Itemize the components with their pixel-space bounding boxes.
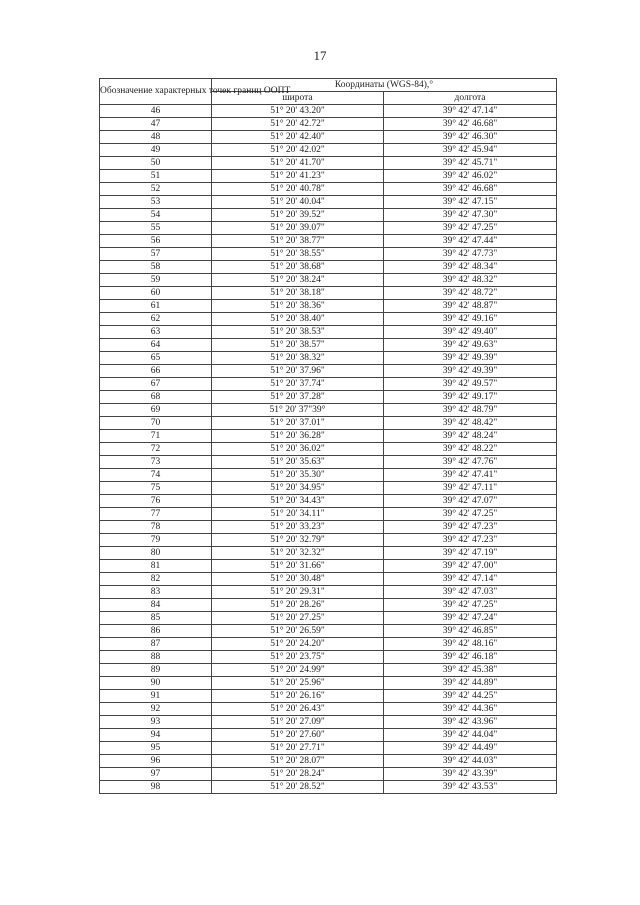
- point-number-cell: 88: [100, 651, 212, 664]
- latitude-cell: 51° 20' 23.75": [212, 651, 384, 664]
- longitude-cell: 39° 42' 47.73": [384, 248, 557, 261]
- table-row: [100, 131, 557, 144]
- longitude-cell: 39° 42' 47.25": [384, 599, 557, 612]
- latitude-cell: 51° 20' 39.52": [212, 209, 384, 222]
- latitude-cell: 51° 20' 38.36": [212, 300, 384, 313]
- table-row: [100, 729, 557, 742]
- table-row: [100, 209, 557, 222]
- latitude-cell: 51° 20' 37.96": [212, 365, 384, 378]
- point-number-cell: 97: [100, 768, 212, 781]
- point-number-cell: 53: [100, 196, 212, 209]
- table-row: [100, 508, 557, 521]
- point-number-cell: 65: [100, 352, 212, 365]
- longitude-cell: 39° 42' 44.89": [384, 677, 557, 690]
- point-number-cell: 98: [100, 781, 212, 794]
- latitude-cell: 51° 20' 36.28": [212, 430, 384, 443]
- table-row: [100, 183, 557, 196]
- latitude-cell: 51° 20' 30.48": [212, 573, 384, 586]
- latitude-cell: 51° 20' 36.02": [212, 443, 384, 456]
- longitude-cell: 39° 42' 47.14": [384, 105, 557, 118]
- point-number-cell: 94: [100, 729, 212, 742]
- point-number-cell: 56: [100, 235, 212, 248]
- longitude-cell: 39° 42' 46.68": [384, 183, 557, 196]
- latitude-cell: 51° 20' 38.24": [212, 274, 384, 287]
- longitude-cell: 39° 42' 49.39": [384, 352, 557, 365]
- latitude-cell: 51° 20' 42.72": [212, 118, 384, 131]
- longitude-cell: 39° 42' 44.36": [384, 703, 557, 716]
- table-row: [100, 625, 557, 638]
- longitude-cell: 39° 42' 48.87": [384, 300, 557, 313]
- longitude-cell: 39° 42' 47.44": [384, 235, 557, 248]
- longitude-cell: 39° 42' 47.76": [384, 456, 557, 469]
- longitude-cell: 39° 42' 43.53": [384, 781, 557, 794]
- table-row: [100, 482, 557, 495]
- table-row: [100, 430, 557, 443]
- latitude-cell: 51° 20' 37.01": [212, 417, 384, 430]
- point-number-cell: 48: [100, 131, 212, 144]
- table-body: [100, 105, 557, 794]
- point-number-cell: 66: [100, 365, 212, 378]
- longitude-cell: 39° 42' 49.39": [384, 365, 557, 378]
- latitude-cell: 51° 20' 38.57": [212, 339, 384, 352]
- page-number: 17: [313, 48, 327, 63]
- longitude-cell: 39° 42' 46.02": [384, 170, 557, 183]
- table-row: [100, 495, 557, 508]
- point-number-cell: 87: [100, 638, 212, 651]
- longitude-cell: 39° 42' 48.32": [384, 274, 557, 287]
- point-number-cell: 74: [100, 469, 212, 482]
- latitude-cell: 51° 20' 24.99": [212, 664, 384, 677]
- table-row: [100, 755, 557, 768]
- point-number-cell: 79: [100, 534, 212, 547]
- longitude-cell: 39° 42' 48.79": [384, 404, 557, 417]
- latitude-cell: 51° 20' 27.25": [212, 612, 384, 625]
- longitude-cell: 39° 42' 44.25": [384, 690, 557, 703]
- longitude-cell: 39° 42' 44.03": [384, 755, 557, 768]
- table-row: [100, 599, 557, 612]
- longitude-cell: 39° 42' 47.19": [384, 547, 557, 560]
- coordinates-header: Координаты (WGS-84),°: [212, 79, 557, 92]
- longitude-cell: 39° 42' 47.00": [384, 560, 557, 573]
- point-number-cell: 70: [100, 417, 212, 430]
- point-number-cell: 92: [100, 703, 212, 716]
- longitude-cell: 39° 42' 47.25": [384, 222, 557, 235]
- longitude-cell: 39° 42' 46.85": [384, 625, 557, 638]
- point-number-cell: 49: [100, 144, 212, 157]
- table-row: [100, 300, 557, 313]
- table-row: [100, 612, 557, 625]
- latitude-cell: 51° 20' 24.20": [212, 638, 384, 651]
- table-row: [100, 690, 557, 703]
- longitude-cell: 39° 42' 47.15": [384, 196, 557, 209]
- latitude-cell: 51° 20' 27.71": [212, 742, 384, 755]
- point-number-cell: 47: [100, 118, 212, 131]
- point-number-cell: 76: [100, 495, 212, 508]
- table-row: [100, 339, 557, 352]
- point-number-cell: 60: [100, 287, 212, 300]
- longitude-header: долгота: [384, 92, 557, 105]
- latitude-cell: 51° 20' 43.20": [212, 105, 384, 118]
- point-number-cell: 80: [100, 547, 212, 560]
- longitude-cell: 39° 42' 47.23": [384, 534, 557, 547]
- latitude-cell: 51° 20' 38.55": [212, 248, 384, 261]
- latitude-cell: 51° 20' 28.07": [212, 755, 384, 768]
- latitude-cell: 51° 20' 38.68": [212, 261, 384, 274]
- longitude-cell: 39° 42' 48.42": [384, 417, 557, 430]
- longitude-cell: 39° 42' 43.39": [384, 768, 557, 781]
- latitude-cell: 51° 20' 38.32": [212, 352, 384, 365]
- latitude-cell: 51° 20' 28.52": [212, 781, 384, 794]
- point-number-cell: 83: [100, 586, 212, 599]
- table-row: [100, 573, 557, 586]
- table-row: [100, 586, 557, 599]
- longitude-cell: 39° 42' 44.04": [384, 729, 557, 742]
- table-row: [100, 417, 557, 430]
- latitude-header: широта: [212, 92, 384, 105]
- table-row: [100, 781, 557, 794]
- longitude-cell: 39° 42' 49.40": [384, 326, 557, 339]
- point-number-cell: 90: [100, 677, 212, 690]
- latitude-cell: 51° 20' 37.28": [212, 391, 384, 404]
- latitude-cell: 51° 20' 28.24": [212, 768, 384, 781]
- latitude-cell: 51° 20' 41.70": [212, 157, 384, 170]
- longitude-cell: 39° 42' 49.16": [384, 313, 557, 326]
- latitude-cell: 51° 20' 38.53": [212, 326, 384, 339]
- longitude-cell: 39° 42' 47.24": [384, 612, 557, 625]
- longitude-cell: 39° 42' 46.18": [384, 651, 557, 664]
- longitude-cell: 39° 42' 47.11": [384, 482, 557, 495]
- point-number-cell: 63: [100, 326, 212, 339]
- table-row: [100, 391, 557, 404]
- table-row: [100, 547, 557, 560]
- longitude-cell: 39° 42' 46.30": [384, 131, 557, 144]
- point-number-cell: 69: [100, 404, 212, 417]
- longitude-cell: 39° 42' 47.25": [384, 508, 557, 521]
- latitude-cell: 51° 20' 37.74": [212, 378, 384, 391]
- latitude-cell: 51° 20' 26.59": [212, 625, 384, 638]
- longitude-cell: 39° 42' 48.72": [384, 287, 557, 300]
- latitude-cell: 51° 20' 34.43": [212, 495, 384, 508]
- table-row: [100, 560, 557, 573]
- longitude-cell: 39° 42' 47.03": [384, 586, 557, 599]
- latitude-cell: 51° 20' 27.60": [212, 729, 384, 742]
- longitude-cell: 39° 42' 47.07": [384, 495, 557, 508]
- point-number-cell: 85: [100, 612, 212, 625]
- point-number-cell: 75: [100, 482, 212, 495]
- table-row: [100, 222, 557, 235]
- longitude-cell: 39° 42' 43.96": [384, 716, 557, 729]
- longitude-cell: 39° 42' 45.38": [384, 664, 557, 677]
- latitude-cell: 51° 20' 25.96": [212, 677, 384, 690]
- table-row: [100, 742, 557, 755]
- table-row: [100, 651, 557, 664]
- point-number-cell: 68: [100, 391, 212, 404]
- point-number-cell: 73: [100, 456, 212, 469]
- table-row: [100, 404, 557, 417]
- table-row: [100, 469, 557, 482]
- table-row: [100, 274, 557, 287]
- latitude-cell: 51° 20' 32.32": [212, 547, 384, 560]
- table-row: [100, 703, 557, 716]
- point-number-cell: 55: [100, 222, 212, 235]
- table-row: [100, 118, 557, 131]
- latitude-cell: 51° 20' 27.09": [212, 716, 384, 729]
- latitude-cell: 51° 20' 37"39°: [212, 404, 384, 417]
- latitude-cell: 51° 20' 26.43": [212, 703, 384, 716]
- latitude-cell: 51° 20' 38.18": [212, 287, 384, 300]
- point-number-cell: 54: [100, 209, 212, 222]
- table-row: [100, 378, 557, 391]
- table-row: [100, 638, 557, 651]
- table-row: [100, 768, 557, 781]
- table-row: [100, 677, 557, 690]
- point-number-cell: 57: [100, 248, 212, 261]
- table-row: [100, 443, 557, 456]
- table-row: [100, 105, 557, 118]
- latitude-cell: 51° 20' 29.31": [212, 586, 384, 599]
- table-row: [100, 170, 557, 183]
- table-row: [100, 196, 557, 209]
- longitude-cell: 39° 42' 48.24": [384, 430, 557, 443]
- point-number-cell: 72: [100, 443, 212, 456]
- table-row: [100, 456, 557, 469]
- point-number-cell: 51: [100, 170, 212, 183]
- table-row: [100, 313, 557, 326]
- point-label-header: Обозначение характерных точек границ ООПТ: [100, 79, 212, 105]
- table-row: [100, 235, 557, 248]
- table-row: [100, 144, 557, 157]
- longitude-cell: 39° 42' 46.68": [384, 118, 557, 131]
- point-number-cell: 84: [100, 599, 212, 612]
- point-number-cell: 96: [100, 755, 212, 768]
- latitude-cell: 51° 20' 38.40": [212, 313, 384, 326]
- point-number-cell: 59: [100, 274, 212, 287]
- table-row: [100, 521, 557, 534]
- table-header: [100, 79, 557, 105]
- point-number-cell: 91: [100, 690, 212, 703]
- longitude-cell: 39° 42' 49.17": [384, 391, 557, 404]
- latitude-cell: 51° 20' 34.11": [212, 508, 384, 521]
- point-number-cell: 46: [100, 105, 212, 118]
- point-number-cell: 95: [100, 742, 212, 755]
- table-row: [100, 716, 557, 729]
- point-number-cell: 64: [100, 339, 212, 352]
- latitude-cell: 51° 20' 35.63": [212, 456, 384, 469]
- longitude-cell: 39° 42' 47.30": [384, 209, 557, 222]
- point-number-cell: 78: [100, 521, 212, 534]
- table-row: [100, 261, 557, 274]
- point-number-cell: 58: [100, 261, 212, 274]
- table-row: [100, 365, 557, 378]
- point-number-cell: 89: [100, 664, 212, 677]
- point-number-cell: 62: [100, 313, 212, 326]
- latitude-cell: 51° 20' 42.02": [212, 144, 384, 157]
- latitude-cell: 51° 20' 28.26": [212, 599, 384, 612]
- point-number-cell: 50: [100, 157, 212, 170]
- latitude-cell: 51° 20' 42.40": [212, 131, 384, 144]
- longitude-cell: 39° 42' 49.57": [384, 378, 557, 391]
- longitude-cell: 39° 42' 48.34": [384, 261, 557, 274]
- latitude-cell: 51° 20' 40.78": [212, 183, 384, 196]
- latitude-cell: 51° 20' 41.23": [212, 170, 384, 183]
- latitude-cell: 51° 20' 33.23": [212, 521, 384, 534]
- table-row: [100, 248, 557, 261]
- longitude-cell: 39° 42' 47.41": [384, 469, 557, 482]
- latitude-cell: 51° 20' 31.66": [212, 560, 384, 573]
- latitude-cell: 51° 20' 40.04": [212, 196, 384, 209]
- table-row: [100, 534, 557, 547]
- table-row: [100, 287, 557, 300]
- point-number-cell: 81: [100, 560, 212, 573]
- longitude-cell: 39° 42' 49.63": [384, 339, 557, 352]
- latitude-cell: 51° 20' 35.30": [212, 469, 384, 482]
- longitude-cell: 39° 42' 45.94": [384, 144, 557, 157]
- latitude-cell: 51° 20' 38.77": [212, 235, 384, 248]
- longitude-cell: 39° 42' 47.23": [384, 521, 557, 534]
- table-row: [100, 157, 557, 170]
- latitude-cell: 51° 20' 34.95": [212, 482, 384, 495]
- point-number-cell: 93: [100, 716, 212, 729]
- longitude-cell: 39° 42' 48.16": [384, 638, 557, 651]
- point-number-cell: 86: [100, 625, 212, 638]
- longitude-cell: 39° 42' 47.14": [384, 573, 557, 586]
- point-number-cell: 52: [100, 183, 212, 196]
- longitude-cell: 39° 42' 48.22": [384, 443, 557, 456]
- point-number-cell: 67: [100, 378, 212, 391]
- point-number-cell: 82: [100, 573, 212, 586]
- table-row: [100, 326, 557, 339]
- table-row: [100, 352, 557, 365]
- latitude-cell: 51° 20' 39.07": [212, 222, 384, 235]
- point-number-cell: 77: [100, 508, 212, 521]
- point-number-cell: 61: [100, 300, 212, 313]
- coordinates-table: [99, 78, 557, 794]
- longitude-cell: 39° 42' 44.49": [384, 742, 557, 755]
- point-number-cell: 71: [100, 430, 212, 443]
- latitude-cell: 51° 20' 32.79": [212, 534, 384, 547]
- latitude-cell: 51° 20' 26.16": [212, 690, 384, 703]
- longitude-cell: 39° 42' 45.71": [384, 157, 557, 170]
- table-row: [100, 664, 557, 677]
